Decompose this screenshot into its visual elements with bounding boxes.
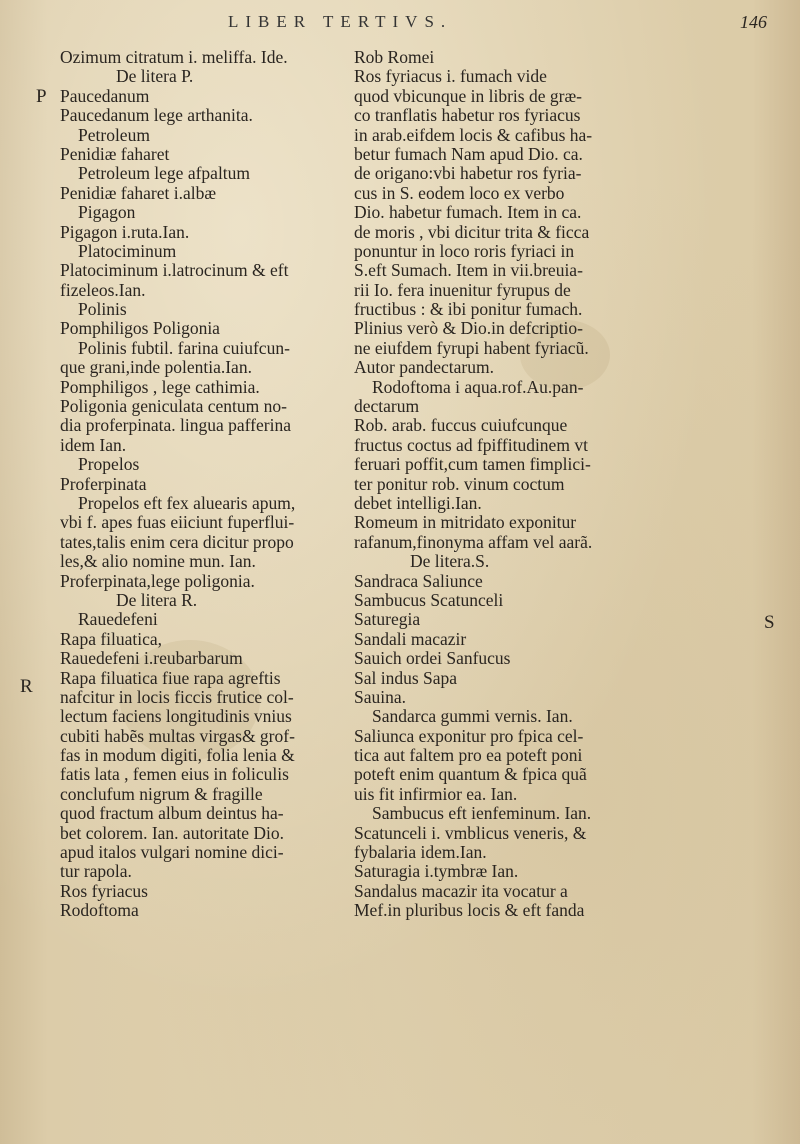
left-column-line: Ozimum citratum i. meliffa. Ide.	[60, 47, 288, 67]
left-column-line: Petroleum	[78, 124, 150, 145]
right-column-line: quod vbicunque in libris de græ-	[354, 85, 582, 106]
left-column-line: Polinis fubtil. farina cuiufcun-	[78, 337, 290, 358]
right-column-line: ne eiufdem fyrupi habent fyriacũ.	[354, 337, 589, 358]
right-column-line: co tranflatis habetur ros fyriacus	[354, 105, 581, 126]
left-column-line: dia proferpinata. lingua pafferina	[60, 415, 291, 436]
right-column-line: cus in S. eodem loco ex verbo	[354, 182, 565, 203]
left-column-line: Pomphiligos Poligonia	[60, 318, 220, 339]
left-column-line: tates,talis enim cera dicitur propo	[60, 531, 294, 552]
left-column-line: quod fractum album deintus ha-	[60, 803, 284, 824]
right-column-line: Sandalus macazir ita vocatur a	[354, 880, 568, 901]
right-column-line: Romeum in mitridato exponitur	[354, 512, 577, 533]
right-column-line: de origano:vbi habetur ros fyria-	[354, 163, 582, 184]
right-column-line: Sambucus Scatunceli	[354, 589, 504, 610]
left-column-line: nafcitur in locis ficcis frutice col-	[60, 686, 294, 707]
right-column-line: Sauich ordei Sanfucus	[354, 648, 511, 669]
left-column-line: Rapa filuatica fiue rapa agreftis	[60, 667, 281, 688]
right-column-line: Rodoftoma i aqua.rof.Au.pan-	[372, 376, 584, 397]
right-column-line: rafanum,finonyma affam vel aarã.	[354, 531, 593, 552]
right-column-line: Mef.in pluribus locis & eft fanda	[354, 900, 585, 921]
right-column-line: S.eft Sumach. Item in vii.breuia-	[354, 260, 583, 281]
right-column-line: feruari poffit,cum tamen fimplici-	[354, 454, 591, 475]
right-column-line: ter ponitur rob. vinum coctum	[354, 473, 565, 494]
left-column-line: Polinis	[78, 299, 127, 320]
right-column-line: debet intelligi.Ian.	[354, 492, 482, 513]
margin-letter-s: S	[764, 612, 775, 633]
right-column-line: Scatunceli i. vmblicus veneris, &	[354, 822, 587, 843]
right-column-line: poteft enim quantum & fpica quã	[354, 764, 587, 785]
left-column-line: Platociminum	[78, 240, 177, 261]
right-column-line: Saliunca exponitur pro fpica cel-	[354, 725, 584, 746]
left-column-line: Pigagon	[78, 202, 136, 223]
left-column-line: Rauedefeni i.reubarbarum	[60, 648, 243, 669]
left-column-line: Rapa filuatica,	[60, 628, 163, 649]
left-column-line: tur rapola.	[60, 861, 132, 882]
page-header	[0, 8, 800, 40]
left-column-line: fas in modum digiti, folia lenia &	[60, 745, 295, 766]
right-column-line: Autor pandectarum.	[354, 357, 494, 378]
left-column-line: Pigagon i.ruta.Ian.	[60, 221, 190, 242]
right-column-line: Saturegia	[354, 609, 421, 630]
left-column-line: que grani,inde polentia.Ian.	[60, 357, 252, 378]
right-column-line: rii Io. fera inuenitur fyrupus de	[354, 279, 571, 300]
left-column-line: Propelos	[78, 454, 140, 475]
right-column-line: Sauina.	[354, 686, 407, 707]
left-column-line: Penidiæ faharet	[60, 143, 170, 164]
right-column-line: dectarum	[354, 396, 420, 417]
left-column-line: Petroleum lege afpaltum	[78, 163, 251, 184]
right-column-line: Dio. habetur fumach. Item in ca.	[354, 202, 582, 223]
right-column-line: Sambucus eft ienfeminum. Ian.	[372, 803, 592, 824]
left-column-line: Rodoftoma	[60, 900, 139, 921]
right-column-line: Sal indus Sapa	[354, 667, 458, 688]
left-column-line: les,& alio nomine mun. Ian.	[60, 551, 256, 572]
left-column-line: Poligonia geniculata centum no-	[60, 396, 287, 417]
left-column-line: Platociminum i.latrocinum & eft	[60, 260, 289, 281]
right-column-line: Rob. arab. fuccus cuiufcunque	[354, 415, 568, 436]
right-column-line: Ros fyriacus i. fumach vide	[354, 66, 547, 87]
left-column	[60, 48, 342, 921]
left-column-line: Penidiæ faharet i.albæ	[60, 182, 217, 203]
right-column-line: De litera.S.	[410, 551, 490, 572]
right-column-line: in arab.eifdem locis & cafibus ha-	[354, 124, 593, 145]
left-column-line: bet colorem. Ian. autoritate Dio.	[60, 822, 285, 843]
left-column-line: idem Ian.	[60, 434, 127, 455]
left-column-line: fizeleos.Ian.	[60, 279, 146, 300]
left-column-line: Proferpinata,lege poligonia.	[60, 570, 255, 591]
right-column-line: betur fumach Nam apud Dio. ca.	[354, 143, 583, 164]
left-column-line: De litera R.	[116, 589, 198, 610]
right-column-line: Saturagia i.tymbræ Ian.	[354, 861, 519, 882]
left-column-line: Proferpinata	[60, 473, 147, 494]
right-column-line: fybalaria idem.Ian.	[354, 842, 487, 863]
right-column-line: Rob Romei	[354, 47, 435, 67]
left-column-line: lectum faciens longitudinis vnius	[60, 706, 292, 727]
right-column-line: tica aut faltem pro ea poteft poni	[354, 745, 583, 766]
left-column-line: vbi f. apes fuas eiiciunt fuperflui-	[60, 512, 295, 533]
running-head: LIBER TERTIVS.	[228, 12, 453, 31]
left-column-line: Paucedanum	[60, 85, 150, 106]
page-number: 146	[740, 12, 767, 32]
left-column-line: Pomphiligos , lege cathimia.	[60, 376, 260, 397]
left-column-line: Propelos eft fex aluearis apum,	[78, 492, 296, 513]
left-column-line: Paucedanum lege arthanita.	[60, 105, 253, 126]
right-column	[354, 48, 644, 921]
left-column-line: Rauedefeni	[78, 609, 158, 630]
right-column-line: Sandarca gummi vernis. Ian.	[372, 706, 573, 727]
right-column-line: fructibus : & ibi ponitur fumach.	[354, 299, 583, 320]
left-column-line: apud italos vulgari nomine dici-	[60, 842, 284, 863]
right-column-line: Plinius verò & Dio.in defcriptio-	[354, 318, 583, 339]
left-column-line: conclufum nigrum & fragille	[60, 783, 263, 804]
left-column-line: Ros fyriacus	[60, 880, 148, 901]
right-column-line: de moris , vbi dicitur trita & ficca	[354, 221, 590, 242]
margin-letter-r: R	[20, 676, 33, 697]
right-column-line: fructus coctus ad fpiffitudinem vt	[354, 434, 588, 455]
right-column-line: ponuntur in loco roris fyriaci in	[354, 240, 575, 261]
left-column-line: fatis lata , femen eius in foliculis	[60, 764, 289, 785]
right-column-line: Sandraca Saliunce	[354, 570, 483, 591]
right-column-line: uis fit infirmior ea. Ian.	[354, 783, 518, 804]
left-column-line: cubiti habẽs multas virgas& grof-	[60, 725, 295, 746]
right-column-line: Sandali macazir	[354, 628, 467, 649]
left-column-line: De litera P.	[116, 66, 194, 87]
margin-letter-p: P	[36, 86, 47, 107]
